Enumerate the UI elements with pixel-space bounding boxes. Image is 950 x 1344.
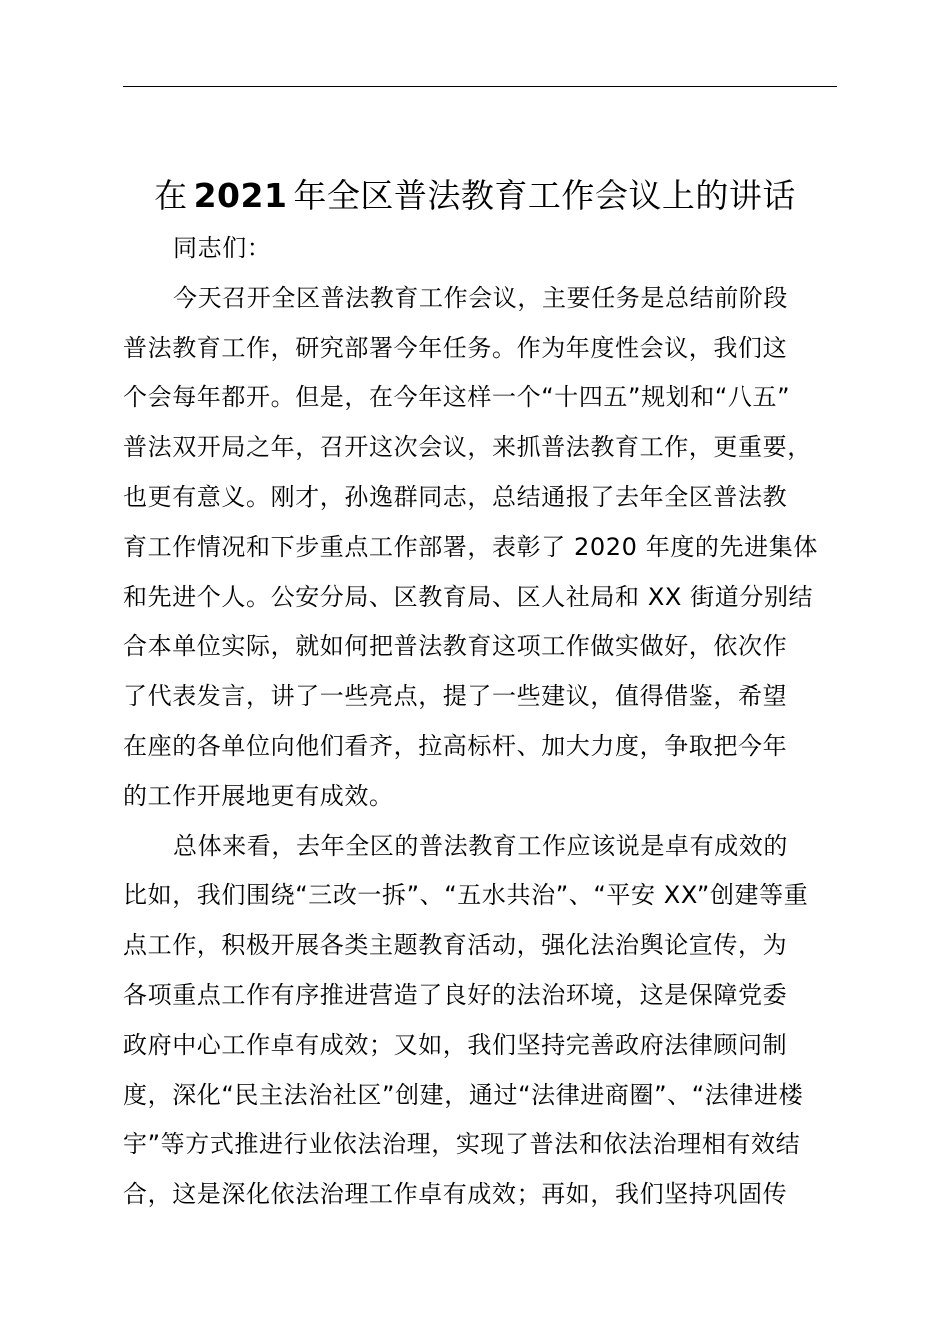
text-line: 比如，我们围绕“三改一拆”、“五水共治”、“平安 XX”创建等重 bbox=[123, 881, 809, 910]
text-line: 在座的各单位向他们看齐，拉高标杆、加大力度，争取把今年 bbox=[123, 731, 788, 760]
document-title bbox=[0, 172, 950, 220]
text-line: 和先进个人。公安分局、区教育局、区人社局和 XX 街道分别结 bbox=[123, 582, 814, 611]
text-line: 个会每年都开。但是，在今年这样一个“十四五”规划和“八五” bbox=[123, 383, 791, 412]
text-line: 的工作开展地更有成效。 bbox=[123, 781, 394, 810]
speech-body bbox=[123, 224, 843, 1220]
text-line: 合本单位实际，就如何把普法教育这项工作做实做好，依次作 bbox=[123, 632, 788, 661]
title-prefix: 在 bbox=[154, 176, 188, 216]
title-year: 2021 bbox=[193, 176, 288, 216]
text-line: 也更有意义。刚才，孙逸群同志，总结通报了去年全区普法教 bbox=[123, 482, 788, 511]
text-line: 政府中心工作卓有成效；又如，我们坚持完善政府法律顾问制 bbox=[123, 1030, 788, 1059]
text-line: 合，这是深化依法治理工作卓有成效；再如，我们坚持巩固传 bbox=[123, 1180, 788, 1209]
text-line: 今天召开全区普法教育工作会议，主要任务是总结前阶段 bbox=[173, 283, 788, 312]
text-line: 宇”等方式推进行业依法治理，实现了普法和依法治理相有效结 bbox=[123, 1130, 801, 1159]
title-suffix: 年全区普法教育工作会议上的讲话 bbox=[293, 176, 796, 216]
text-line: 度，深化“民主法治社区”创建，通过“法律进商圈”、“法律进楼 bbox=[123, 1080, 804, 1109]
text-line: 普法双开局之年，召开这次会议，来抓普法教育工作，更重要， bbox=[123, 433, 812, 462]
text-line: 育工作情况和下步重点工作部署，表彰了 2020 年度的先进集体 bbox=[123, 532, 818, 561]
text-line: 点工作，积极开展各类主题教育活动，强化法治舆论宣传，为 bbox=[123, 931, 788, 960]
text-line: 各项重点工作有序推进营造了良好的法治环境，这是保障党委 bbox=[123, 980, 788, 1009]
header-rule bbox=[123, 86, 837, 87]
text-line: 同志们： bbox=[173, 234, 272, 262]
text-line: 总体来看，去年全区的普法教育工作应该说是卓有成效的 bbox=[173, 831, 788, 860]
text-line: 普法教育工作，研究部署今年任务。作为年度性会议，我们这 bbox=[123, 333, 788, 362]
text-line: 了代表发言，讲了一些亮点，提了一些建议，值得借鉴，希望 bbox=[123, 682, 788, 711]
